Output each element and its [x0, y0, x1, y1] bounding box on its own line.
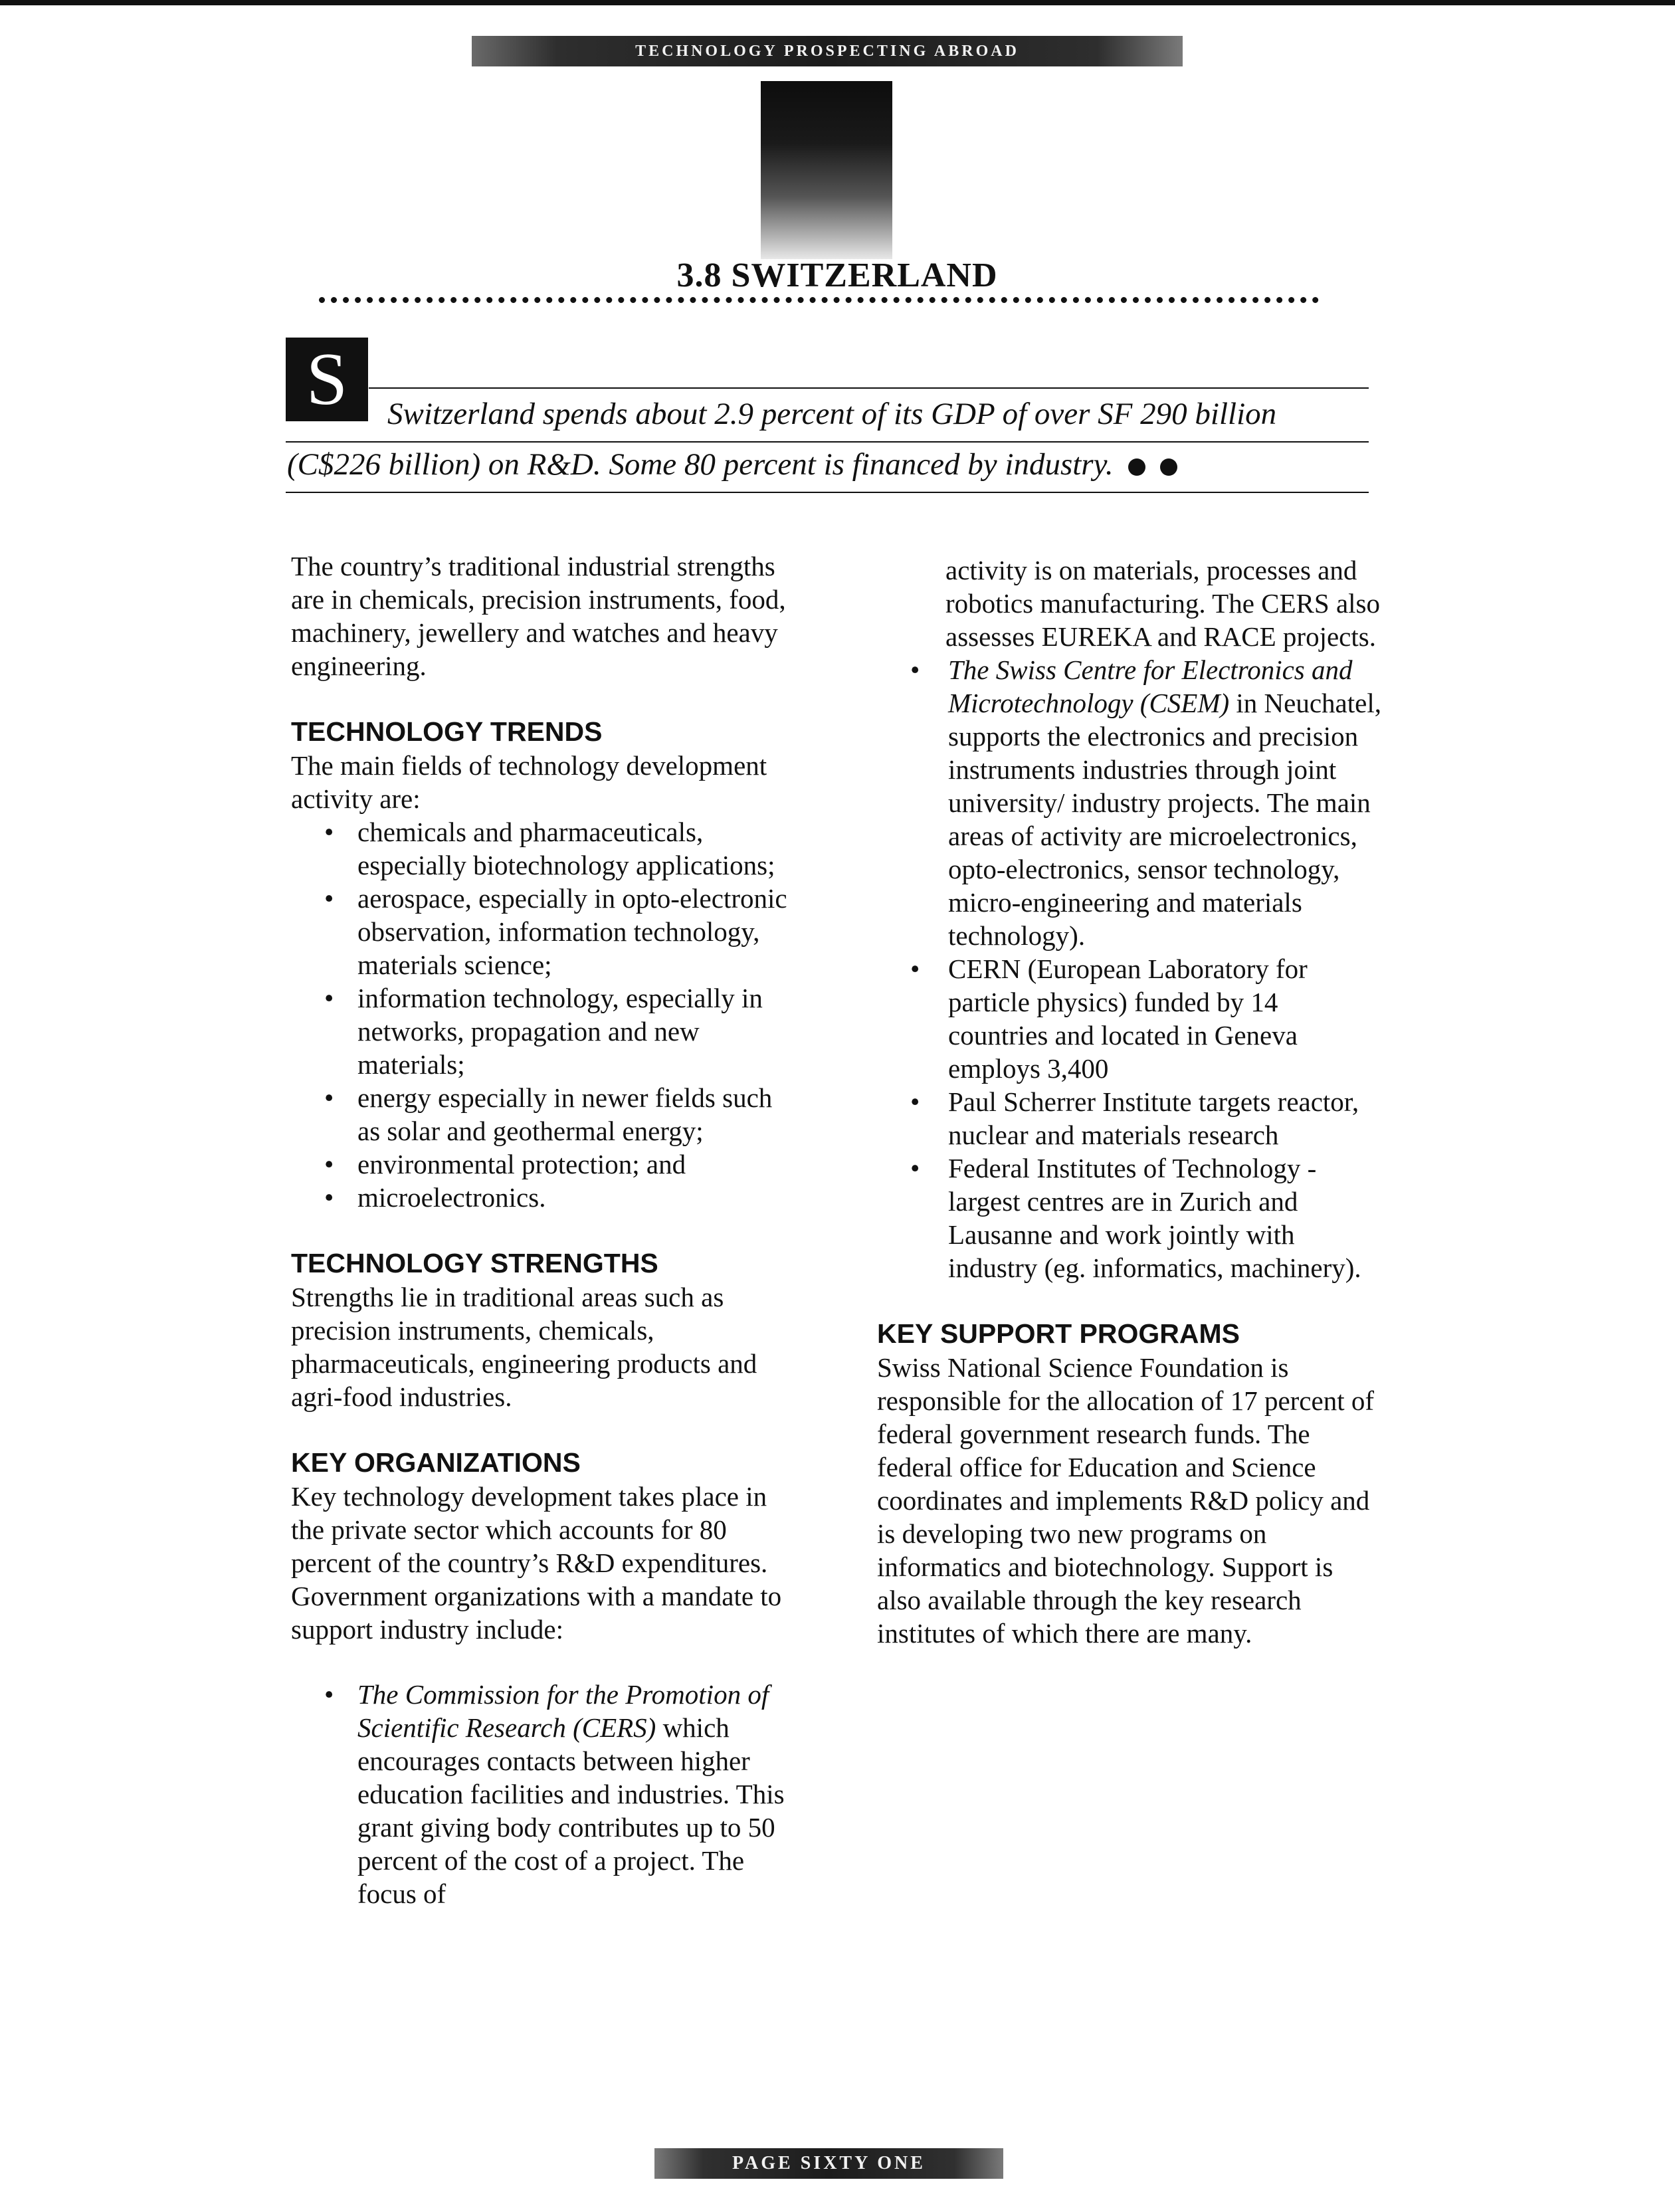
intro-paragraph: The country’s traditional industrial strengths are in chemicals, precision instruments, food, machinery, jewellery and watches and heavy engineering. [291, 551, 786, 681]
lead-text-line-1: Switzerland spends about 2.9 percent of its GDP of over SF 290 billion [387, 397, 1277, 431]
lead-rule [286, 492, 1369, 493]
org-description: which encourages contacts between higher education facilities and industries. This grant giving body contributes up to 50 percent of the cost of a project. The focus of [357, 1712, 785, 1909]
list-item: • Federal Institutes of Technology - largest centres are in Zurich and Lausanne and work jointly with industry (eg. informatics, machinery). [948, 1152, 1382, 1284]
heading-key-support-programs: KEY SUPPORT PROGRAMS [877, 1318, 1240, 1349]
list-item: • Paul Scherrer Institute targets reactor, nuclear and materials research [948, 1085, 1382, 1152]
strengths-paragraph: Strengths lie in traditional areas such as precision instruments, chemicals, pharmaceuticals, engineering products and agri-food industries. [291, 1282, 757, 1412]
organizations-list [291, 1678, 796, 1910]
page-number-label: PAGE SIXTY ONE [732, 2153, 926, 2173]
right-column [877, 553, 1382, 1650]
org-description: in Neuchatel, supports the electronics and precision instruments industries through joint university/ industry projects. The main areas of activity are microelectronics, opto-electronics, sensor technology, micro-engineering and materials technology). [948, 688, 1381, 951]
page-footer [654, 2148, 1003, 2179]
lead-text-line-2 [287, 447, 1177, 482]
list-item [948, 653, 1382, 952]
list-item: • environmental protection; and [357, 1148, 796, 1181]
heading-key-organizations: KEY ORGANIZATIONS [291, 1447, 581, 1478]
heading-technology-strengths: TECHNOLOGY STRENGTHS [291, 1248, 658, 1278]
list-item: • information technology, especially in networks, propagation and new materials; [357, 981, 796, 1081]
continued-paragraph: activity is on materials, processes and robotics manufacturing. The CERS also assesses EUREKA and RACE projects. [945, 555, 1380, 652]
list-item [357, 1678, 796, 1910]
organizations-paragraph: Key technology development takes place in the private sector which accounts for 80 percent of the country’s R&D expenditures. Government organizations with a mandate to support industry include: [291, 1481, 782, 1645]
heading-technology-trends: TECHNOLOGY TRENDS [291, 716, 603, 747]
dotted-divider [319, 297, 1319, 303]
org-name: The Commission for the Promotion of Scientific Research (CERS) [357, 1679, 769, 1743]
lead-rule [369, 387, 1369, 389]
list-item: • energy especially in newer fields such as solar and geothermal energy; [357, 1081, 796, 1148]
trends-list [291, 815, 796, 1214]
lead-text-line-2-text: (C$226 billion) on R&D. Some 80 percent is financed by industry. [287, 447, 1114, 482]
running-header [472, 36, 1183, 66]
org-name: The Swiss Centre for Electronics and Microtechnology (CSEM) [948, 654, 1353, 718]
organizations-list-continued [877, 653, 1382, 1284]
decorative-gradient-block [761, 81, 892, 259]
list-item: • microelectronics. [357, 1181, 796, 1214]
left-column [291, 550, 796, 1910]
bullet-dot-icon [1128, 458, 1145, 476]
lead-rule [286, 441, 1369, 443]
top-border-rule [0, 0, 1675, 5]
list-item: • CERN (European Laboratory for particle physics) funded by 14 countries and located in Geneva employs 3,400 [948, 952, 1382, 1085]
section-title: 3.8 SWITZERLAND [676, 256, 998, 294]
trends-paragraph: The main fields of technology development activity are: [291, 750, 767, 814]
running-header-text: TECHNOLOGY PROSPECTING ABROAD [635, 42, 1019, 60]
list-item: • chemicals and pharmaceuticals, especially biotechnology applications; [357, 815, 796, 882]
support-paragraph: Swiss National Science Foundation is responsible for the allocation of 17 percent of federal government research funds. The federal office for Education and Science coordinates and implements R&D policy and is developing two new programs on informatics and biotechnology. Support is also available through the key research institutes of which there are many. [877, 1352, 1374, 1649]
bullet-dot-icon [1160, 458, 1177, 476]
drop-cap: S [286, 338, 368, 421]
list-item: • aerospace, especially in opto-electronic observation, information technology, materials science; [357, 882, 796, 981]
